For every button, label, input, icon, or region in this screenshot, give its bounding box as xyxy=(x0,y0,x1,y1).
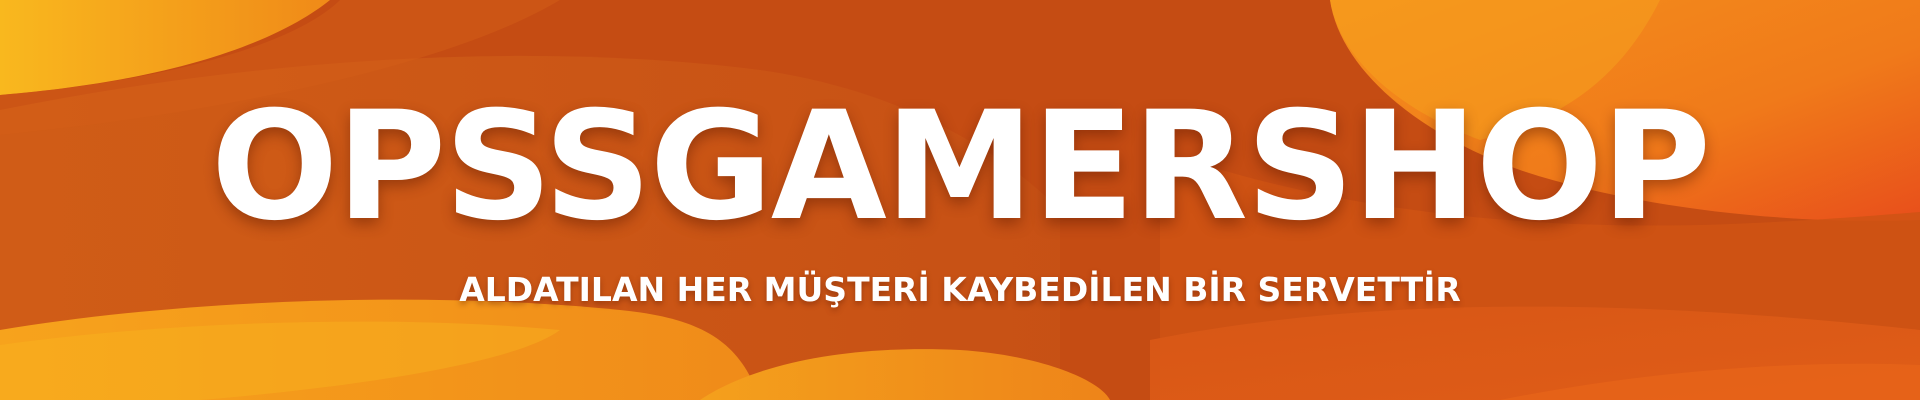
brand-title: OPSSGAMERSHOP xyxy=(210,80,1710,254)
brand-slogan: ALDATILAN HER MÜŞTERİ KAYBEDİLEN BİR SERVETTİR xyxy=(459,270,1461,309)
